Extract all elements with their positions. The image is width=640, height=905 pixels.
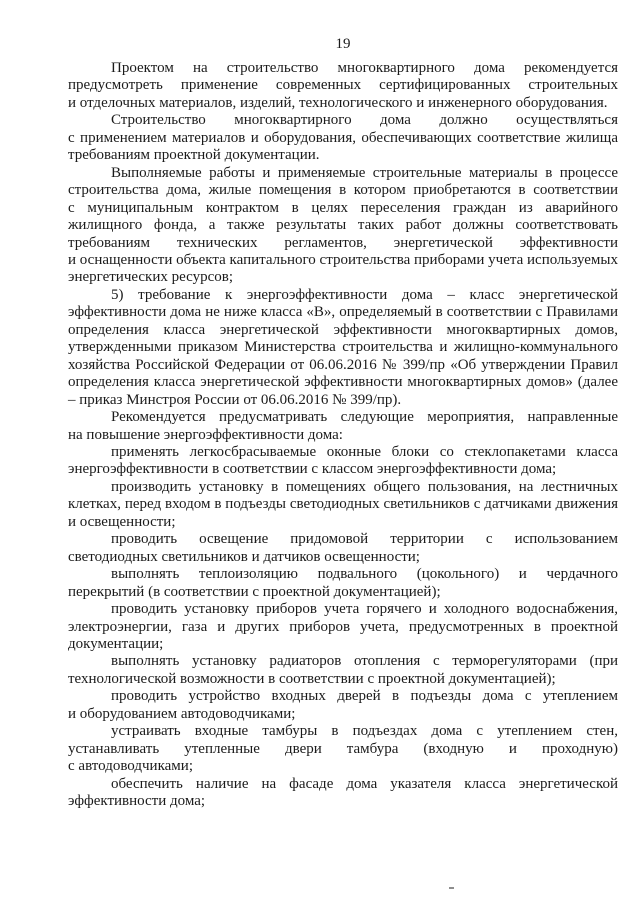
paragraph-measure-window-blocks: применять легкосбрасываемые оконные блоки со стеклопакетами класса энергоэффективности в соответствии с классом энергоэффективности дома;: [68, 443, 618, 478]
paragraph-recommended-measures-intro: Рекомендуется предусматривать следующие мероприятия, направленные на повышение энергоэффективности дома:: [68, 409, 618, 443]
document-body: [68, 60, 618, 810]
paragraph-measure-entrance-tambours: устраивать входные тамбуры в подъездах дома с утеплением стен, устанавливать утепленные двери тамбура (входную и проходную) с автодоводчиками;: [68, 723, 618, 775]
paragraph-measure-entrance-doors: проводить устройство входных дверей в подъезды дома с утеплением и оборудованием автодоводчиками;: [68, 688, 618, 722]
paragraph-construction-requirement: Строительство многоквартирного дома должно осуществляться с применением материалов и оборудования, обеспечивающих соответствие жилища требованиям проектной документации.: [68, 112, 618, 164]
paragraph-measure-radiators-thermostats: выполнять установку радиаторов отопления с терморегуляторами (при технологической возможности в соответствии с проектной документацией);: [68, 653, 618, 687]
paragraph-item-5-energy-class: 5) требование к энергоэффективности дома – класс энергетической эффективности дома не ниже класса «В», определяемый в соответствии с Правилами определения класса энергетической эффективности многоквартирных домов, утвержденными приказом Министерства строительства и жилищно-коммунального хозяйства Российской Федерации от 06.06.2016 № 399/пр «Об утверждении Правил определения класса энергетической эффективности многоквартирных домов» (далее – приказ Минстроя России от 06.06.2016 № 399/пр).: [68, 286, 618, 408]
paragraph-measure-facade-class-sign: обеспечить наличие на фасаде дома указателя класса энергетической эффективности дома;: [68, 775, 618, 810]
scan-speck: [449, 887, 454, 889]
paragraph-measure-led-lamps-common-areas: производить установку в помещениях общего пользования, на лестничных клетках, перед входом в подъезды светодиодных светильников с датчиками движения и освещенности;: [68, 478, 618, 530]
paragraph-measure-outdoor-lighting: проводить освещение придомовой территории с использованием светодиодных светильников и датчиков освещенности;: [68, 531, 618, 565]
paragraph-works-and-materials: Выполняемые работы и применяемые строительные материалы в процессе строительства дома, жилые помещения в котором приобретаются в соответствии с муниципальным контрактом в целях переселения граждан из аварийного жилищного фонда, а также результаты таких работ должны соответствовать требованиям технических регламентов, энергетической эффективности и оснащенности объекта капитального строительства приборами учета используемых энергетических ресурсов;: [68, 164, 618, 286]
paragraph-measure-metering-devices: проводить установку приборов учета горячего и холодного водоснабжения, электроэнергии, газа и других приборов учета, предусмотренных в проектной документации;: [68, 601, 618, 652]
paragraph-project-recommendation: Проектом на строительство многоквартирного дома рекомендуется предусмотреть применение современных сертифицированных строительных и отделочных материалов, изделий, технологического и инженерного оборудования.: [68, 60, 618, 111]
page-number: 19: [335, 36, 351, 52]
paragraph-measure-thermal-insulation: выполнять теплоизоляцию подвального (цокольного) и чердачного перекрытий (в соответствии с проектной документацией);: [68, 566, 618, 600]
